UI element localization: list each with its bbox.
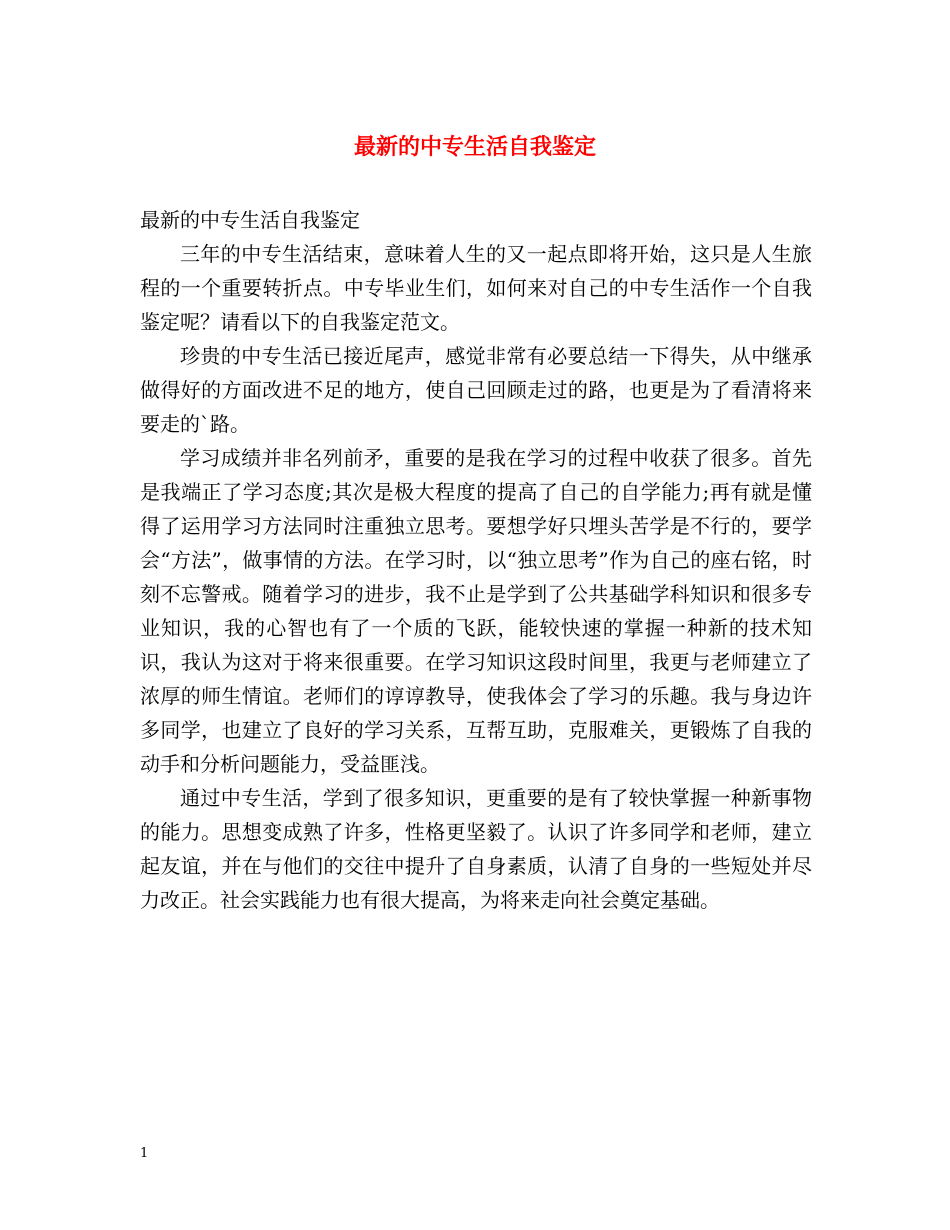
body-heading: 最新的中专生活自我鉴定 (140, 208, 360, 232)
page-number: 1 (140, 1146, 149, 1161)
paragraph-4: 通过中专生活，学到了很多知识，更重要的是有了较快掌握一种新事物的能力。思想变成熟了许多，性格更坚毅了。认识了许多同学和老师，建立起友谊，并在与他们的交往中提升了自身素质，认清了自身的一些短处并尽力改正。社会实践能力也有很大提高，为将来走向社会奠定基础。 (140, 786, 812, 912)
paragraph-3: 学习成绩并非名列前矛，重要的是我在学习的过程中收获了很多。首先是我端正了学习态度;其次是极大程度的提高了自己的自学能力;再有就是懂得了运用学习方法同时注重独立思考。要想学好只埋头苦学是不行的，要学会“方法”，做事情的方法。在学习时，以“独立思考”作为自己的座右铭，时刻不忘警戒。随着学习的进步，我不止是学到了公共基础学科知识和很多专业知识，我的心智也有了一个质的飞跃，能较快速的掌握一种新的技术知识，我认为这对于将来很重要。在学习知识这段时间里，我更与老师建立了浓厚的师生情谊。老师们的谆谆教导，使我体会了学习的乐趣。我与身边许多同学，也建立了良好的学习关系，互帮互助，克服难关，更锻炼了自我的动手和分析问题能力，受益匪浅。 (140, 446, 812, 776)
document-title: 最新的中专生活自我鉴定 (353, 134, 596, 160)
paragraph-1: 三年的中专生活结束，意味着人生的又一起点即将开始，这只是人生旅程的一个重要转折点。中专毕业生们，如何来对自己的中专生活作一个自我鉴定呢？请看以下的自我鉴定范文。 (140, 242, 812, 334)
document-body (140, 203, 812, 917)
paragraph-2: 珍贵的中专生活已接近尾声，感觉非常有必要总结一下得失，从中继承做得好的方面改进不足的地方，使自己回顾走过的路，也更是为了看清将来要走的`路。 (140, 344, 812, 436)
